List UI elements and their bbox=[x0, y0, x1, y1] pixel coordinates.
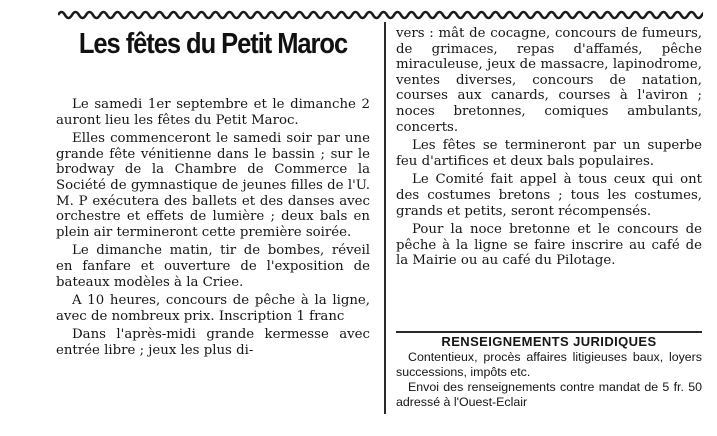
paragraph-games-list: vers : mât de cocagne, concours de fumeurs, de grimaces, repas d'affamés, pêche miraculeuse, jeux de massacre, lapinodrome, ventes diverses, concours de natation, courses aux canards, courses à l'aviron ; noces bretonnes, comiques ambulants, concerts. bbox=[396, 26, 702, 135]
column-divider bbox=[384, 22, 386, 414]
advert-line-services: Contentieux, procès affaires litigieuses baux, loyers successions, impôts etc. bbox=[396, 350, 702, 379]
paragraph-intro: Le samedi 1er septembre et le dimanche 2 auront lieu les fêtes du Petit Maroc. bbox=[56, 97, 370, 128]
paragraph-afternoon: Dans l'après-midi grande kermesse avec entrée libre ; jeux les plus di- bbox=[56, 327, 370, 358]
article-column-right bbox=[396, 26, 702, 269]
paragraph-sunday-morning: Le dimanche matin, tir de bombes, réveil en fanfare et ouverture de l'exposition de bateaux modèles à la Criee. bbox=[56, 243, 370, 290]
advert-line-mandate: Envoi des renseignements contre mandat de 5 fr. 50 adressé à l'Ouest-Eclair bbox=[396, 380, 702, 409]
paragraph-fishing-contest: A 10 heures, concours de pêche à la ligne, avec de nombreux prix. Inscription 1 franc bbox=[56, 293, 370, 324]
article-headline: Les fêtes du Petit Maroc bbox=[78, 28, 348, 60]
advert-divider bbox=[396, 331, 702, 333]
article-column-left bbox=[56, 97, 370, 359]
advert-title: RENSEIGNEMENTS JURIDIQUES bbox=[441, 334, 657, 349]
paragraph-costumes: Le Comité fait appel à tous ceux qui ont des costumes bretons ; tous les costumes, grands et petits, seront récompensés. bbox=[396, 172, 702, 219]
paragraph-fireworks: Les fêtes se termineront par un superbe feu d'artifices et deux bals populaires. bbox=[396, 138, 702, 169]
paragraph-registration: Pour la noce bretonne et le concours de pêche à la ligne se faire inscrire au café de la Mairie ou au café du Pilotage. bbox=[396, 222, 702, 269]
decorative-wavy-rule bbox=[58, 4, 703, 26]
paragraph-saturday: Elles commenceront le samedi soir par une grande fête vénitienne dans le bassin ; sur le brodway de la Chambre de Commerce la Société de gymnastique de jeunes filles de l'U. M. P exécutera des ballets et des danses avec orchestre et effets de lumière ; deux bals en plein air termineront cette première soirée. bbox=[56, 131, 370, 240]
advert-body bbox=[396, 350, 702, 410]
